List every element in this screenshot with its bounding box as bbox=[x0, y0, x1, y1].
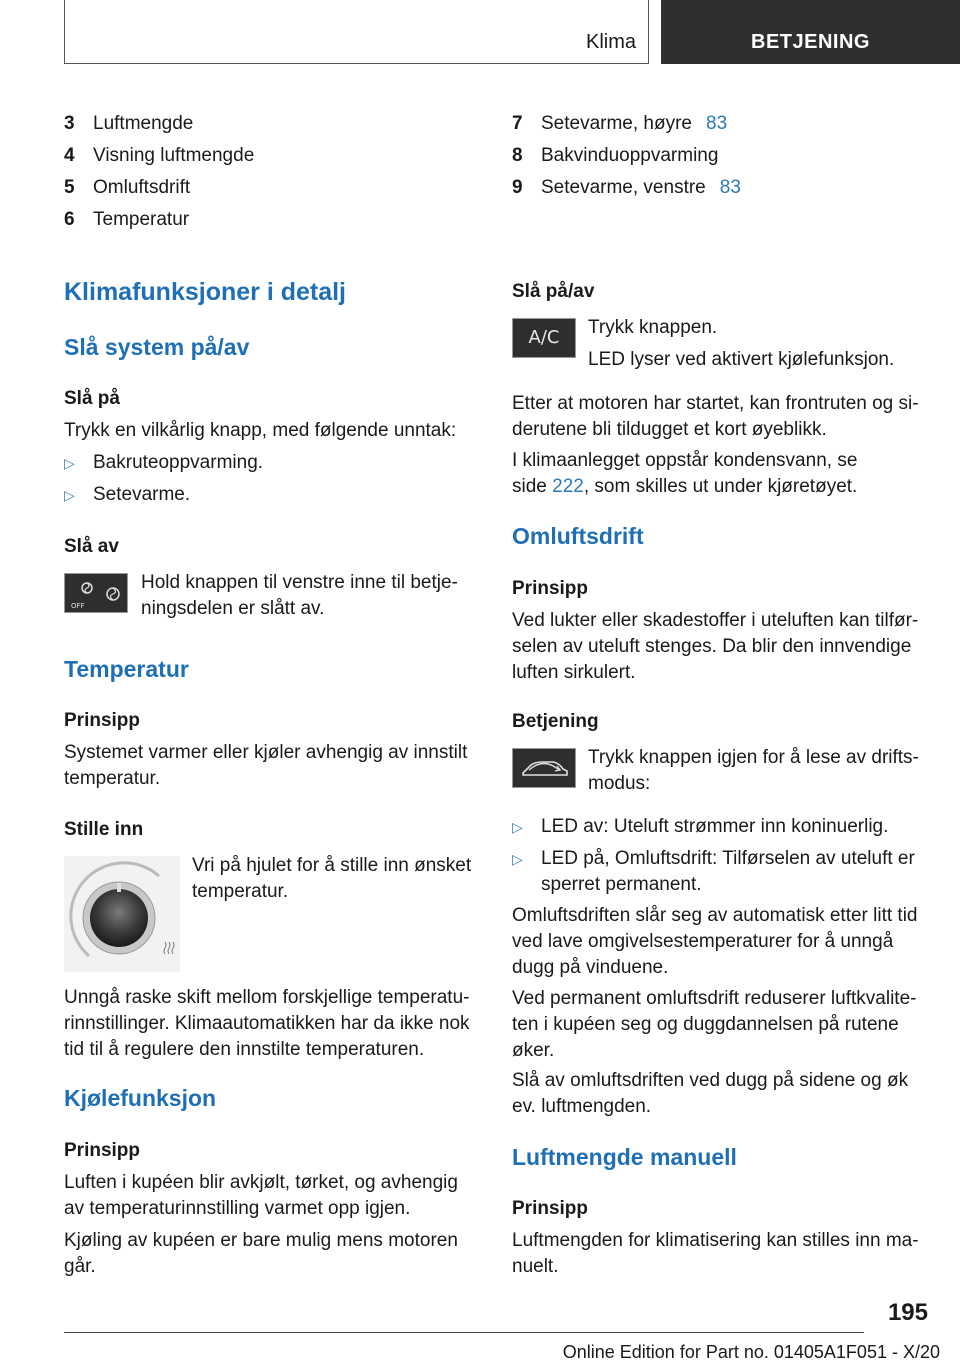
recirc-principle-text: Ved lukter eller skadestoffer i uteluften kan tilfør-selen av uteluft stenges. Da blir den innvendige luften sirkulert. bbox=[512, 610, 919, 683]
dial-knob-icon bbox=[64, 856, 180, 972]
triangle-bullet-icon: ▷ bbox=[64, 455, 75, 471]
temp-principle-text: Systemet varmer eller kjøler avhengig av innstilt temperatur. bbox=[64, 742, 468, 789]
chapter-title: Klima bbox=[585, 31, 636, 53]
legend-item: 8 Bakvinduoppvarming bbox=[512, 145, 719, 166]
heading-airflow-principle: Prinsipp bbox=[512, 1198, 589, 1219]
temperature-dial-image bbox=[64, 856, 180, 972]
car-recirculation-icon bbox=[513, 749, 575, 787]
legend-item: 7 Setevarme, høyre 83 bbox=[512, 111, 727, 137]
heading-switch-off: Slå av bbox=[64, 536, 119, 557]
heading-temp-principle: Prinsipp bbox=[64, 710, 141, 731]
cool-text-2: Kjøling av kupéen er bare mulig mens motoren går. bbox=[64, 1230, 458, 1277]
legend-item: 6 Temperatur bbox=[64, 209, 190, 230]
triangle-bullet-icon: ▷ bbox=[64, 487, 75, 503]
temp-note-text: Unngå raske skift mellom forskjellige temperatu-rinnstillinger. Klimaautomatikken har da ikke nok tid til å regulere den innstilte temperaturen. bbox=[64, 987, 470, 1060]
edition-note: Online Edition for Part no. 01405A1F051 - X/20 bbox=[562, 1342, 940, 1362]
legend-item: 5 Omluftsdrift bbox=[64, 177, 191, 198]
ac-button-image bbox=[512, 318, 576, 358]
legend-item: 3 Luftmengde bbox=[64, 113, 194, 134]
page-ref-link[interactable]: 83 bbox=[706, 113, 728, 134]
triangle-bullet-icon: ▷ bbox=[512, 819, 523, 835]
off-button-image bbox=[64, 573, 128, 613]
heading-ac-on-off: Slå på/av bbox=[512, 281, 595, 302]
page-ref-link[interactable]: 83 bbox=[719, 177, 741, 198]
heading-system-on-off: Slå system på/av bbox=[64, 334, 250, 360]
list-item: ▷ LED på, Omluftsdrift: Tilførselen av uteluft er sperret permanent. bbox=[512, 846, 924, 898]
off-fan-icon bbox=[65, 574, 127, 612]
switch-off-text: Hold knappen til venstre inne til betje- ningsdelen er slått av. bbox=[141, 572, 458, 619]
legend-item: 4 Visning luftmengde bbox=[64, 145, 255, 166]
heading-recirc-principle: Prinsipp bbox=[512, 578, 589, 599]
recirc-para-2: Ved permanent omluftsdrift reduserer luftkvalite-ten i kupéen seg og duggdannelsen på rutene øker. bbox=[512, 988, 917, 1061]
recirc-para-1: Omluftsdriften slår seg av automatisk etter litt tid ved lave omgivelsestemperaturer for å unngå dugg på vinduene. bbox=[512, 905, 918, 978]
section-tab: BETJENING bbox=[661, 0, 960, 64]
footer-divider bbox=[64, 1332, 864, 1333]
ac-label-icon: A/C bbox=[528, 327, 560, 348]
recirculation-button-image bbox=[512, 748, 576, 788]
ac-para-1: Etter at motoren har startet, kan frontruten og si-derutene bli tildugget et kort øyeblikk. bbox=[512, 393, 919, 440]
heading-recirculation: Omluftsdrift bbox=[512, 523, 644, 549]
triangle-bullet-icon: ▷ bbox=[512, 851, 523, 867]
heading-climate-details: Klimafunksjoner i detalj bbox=[64, 278, 347, 306]
operation-text: Trykk knappen igjen for å lese av drifts-modus: bbox=[588, 747, 919, 794]
legend-item: 9 Setevarme, venstre 83 bbox=[512, 175, 741, 201]
heading-operation: Betjening bbox=[512, 711, 599, 732]
page-number: 195 bbox=[887, 1299, 928, 1326]
switch-on-text: Trykk en vilkårlig knapp, med følgende unntak: bbox=[64, 420, 457, 441]
heading-set: Stille inn bbox=[64, 819, 144, 840]
cool-text-1: Luften i kupéen blir avkjølt, tørket, og avhengig av temperaturinnstilling varmet opp igjen. bbox=[64, 1172, 458, 1219]
ac-para-2: I klimaanlegget oppstår kondensvann, se side 222, som skilles ut under kjøretøyet. bbox=[512, 450, 858, 497]
list-item: ▷ Bakruteoppvarming. bbox=[64, 450, 476, 476]
heading-temperature: Temperatur bbox=[64, 656, 189, 682]
set-text: Vri på hjulet for å stille inn ønsket temperatur. bbox=[192, 855, 472, 902]
heading-cooling: Kjølefunksjon bbox=[64, 1085, 217, 1111]
recirc-para-3: Slå av omluftsdriften ved dugg på sidene og øk ev. luftmengden. bbox=[512, 1070, 909, 1117]
ac-text-2: LED lyser ved aktivert kjølefunksjon. bbox=[588, 349, 895, 370]
svg-text:OFF: OFF bbox=[71, 602, 85, 610]
list-item: ▷ Setevarme. bbox=[64, 482, 476, 508]
ac-text-1: Trykk knappen. bbox=[588, 317, 718, 338]
heading-switch-on: Slå på bbox=[64, 388, 120, 409]
list-item: ▷ LED av: Uteluft strømmer inn koninuerlig. bbox=[512, 814, 924, 840]
heading-airflow-manual: Luftmengde manuell bbox=[512, 1144, 737, 1170]
page-ref-link[interactable]: 222 bbox=[552, 476, 584, 497]
airflow-text: Luftmengden for klimatisering kan stilles inn ma-nuelt. bbox=[512, 1230, 919, 1277]
heading-cool-principle: Prinsipp bbox=[64, 1140, 141, 1161]
